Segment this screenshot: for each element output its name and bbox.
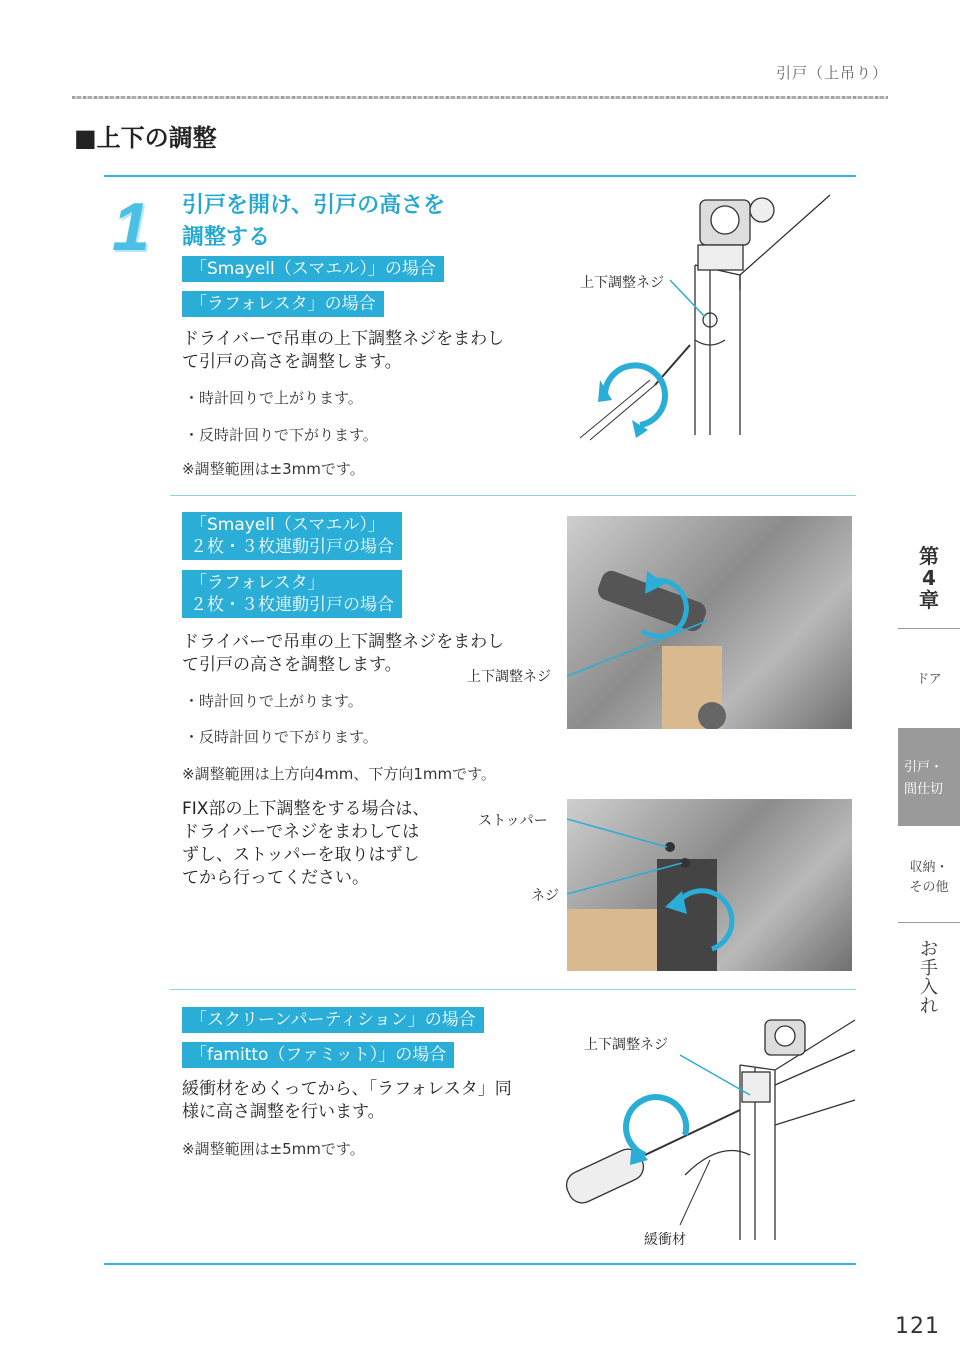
chapter-char-2: 4 [922,566,936,590]
block3-tag-famitto: 「famitto（ファミット）」の場合 [182,1042,454,1068]
tab-sliding-line1: 引戸・ [904,760,944,775]
block2-bullet2: ・反時計回りで下がります。 [184,728,378,746]
tab-care[interactable] [898,940,960,1016]
block2-photo-screw [567,516,852,729]
block2-fix-line4: てから行ってください。 [182,868,369,888]
tab-care-char-4: れ [920,996,938,1017]
block2-callout-screw: 上下調整ネジ [467,666,551,686]
tab-care-char-2: 手 [920,958,938,979]
tab-care-char-1: お [920,939,938,960]
block1-note: ※調整範囲は±3mmです。 [182,460,365,478]
chapter-label [898,545,960,611]
block2-divider [170,989,856,990]
block1-tag-smayell: 「Smayell（スマエル）」の場合 [182,256,444,282]
tab-care-char-3: 入 [920,977,938,998]
block3-tag-screen: 「スクリーンパーティション」の場合 [182,1007,484,1033]
tab-sliding-line2: 間仕切 [904,782,944,797]
block2-body [182,631,504,677]
block2-body-line2: て引戸の高さを調整します。 [182,655,402,675]
section-top-rule [104,175,856,177]
block2-bullet1: ・時計回りで上がります。 [184,692,363,710]
step-title-line1: 引戸を開け、引戸の高さを [182,193,446,218]
tab-storage-line1: 収納・ [909,860,949,875]
block2-photo-stopper [567,799,852,971]
tab-sliding-active[interactable] [898,729,960,826]
block3-callout-screw: 上下調整ネジ [584,1037,668,1053]
section-label: 引戸（上吊り） [775,64,888,82]
page-number: 121 [895,1314,940,1339]
block2-fix-line3: ずし、ストッパーを取りはずし [182,845,420,865]
block2-callout-stopper: ストッパー [478,813,548,829]
block1-body-line1: ドライバーで吊車の上下調整ネジをまわし [182,329,505,349]
block2-tag-smayell [182,512,402,560]
chapter-char-3: 章 [919,588,939,612]
block2-tag-laforesta [182,570,402,618]
block2-fix-line2: ドライバーでネジをまわしては [182,822,420,842]
block1-body [182,328,504,374]
block3-callout-cushion: 緩衝材 [644,1232,686,1248]
block1-divider [170,495,856,496]
block1-tag-laforesta: 「ラフォレスタ」の場合 [182,291,384,317]
step-number: 1 [112,189,150,265]
header-divider [72,96,888,99]
block1-bullet2: ・反時計回りで下がります。 [184,426,378,444]
side-divider-1 [898,628,960,629]
block2-callout-screw2: ネジ [531,888,559,904]
block2-note: ※調整範囲は上方向4mm、下方向1mmです。 [182,765,496,783]
side-divider-3 [898,922,960,923]
block2-tag-laforesta-line2: ２枚・３枚連動引戸の場合 [190,595,394,615]
block2-fix-text [182,798,429,890]
tab-door[interactable]: ドア [916,672,942,687]
page-title: ■上下の調整 [74,124,217,152]
tab-storage[interactable] [898,858,960,898]
step-title [182,190,445,254]
block3-body [182,1078,512,1124]
block2-tag-smayell-line1: 「Smayell（スマエル）」 [190,515,385,535]
block3-note: ※調整範囲は±5mmです。 [182,1140,365,1158]
block3-body-line2: 様に高さ調整を行います。 [182,1102,385,1122]
tab-sliding-label [898,729,960,801]
block1-body-line2: て引戸の高さを調整します。 [182,352,402,372]
block2-body-line1: ドライバーで吊車の上下調整ネジをまわし [182,632,505,652]
tab-storage-line2: その他 [909,880,949,895]
step-title-line2: 調整する [182,225,271,250]
block2-tag-laforesta-line1: 「ラフォレスタ」 [190,573,325,593]
block1-bullet1: ・時計回りで上がります。 [184,389,363,407]
block1-callout-screw: 上下調整ネジ [580,275,664,291]
block2-fix-line1: FIX部の上下調整をする場合は、 [182,799,430,819]
block2-tag-smayell-line2: ２枚・３枚連動引戸の場合 [190,537,394,557]
block3-body-line1: 緩衝材をめくってから、「ラフォレスタ」同 [182,1079,512,1099]
block1-illustration [570,180,860,445]
chapter-char-1: 第 [919,544,939,568]
section-bottom-rule [104,1263,856,1265]
